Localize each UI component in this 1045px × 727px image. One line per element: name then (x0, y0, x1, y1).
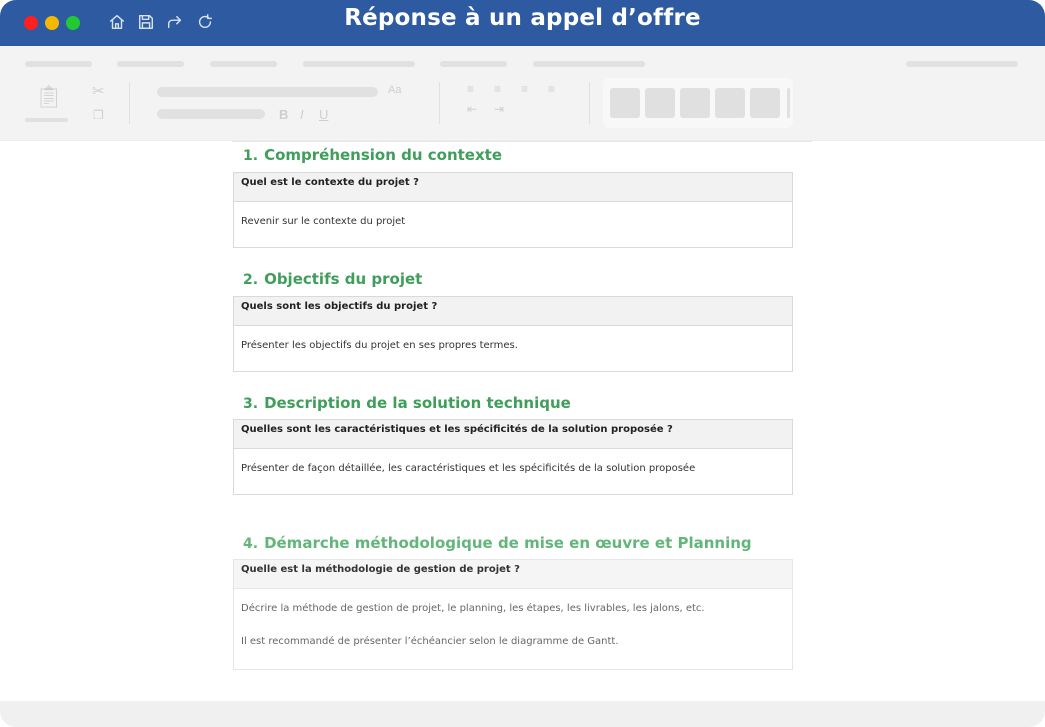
question-table-1 (233, 172, 793, 248)
styles-gallery (603, 78, 793, 128)
section-title: Démarche méthodologique de mise en œuvre et Planning (264, 534, 752, 552)
style-swatch[interactable] (610, 88, 640, 118)
style-swatch[interactable] (680, 88, 710, 118)
document-page (0, 141, 1045, 701)
answer-cell[interactable]: Décrire la méthode de gestion de projet, le planning, les étapes, les livrables, les jalons, etc. (241, 603, 705, 614)
justify-icon[interactable]: ≡ (548, 82, 556, 96)
align-center-icon[interactable]: ≡ (494, 82, 502, 96)
question-table-4 (233, 559, 793, 670)
italic-icon[interactable]: I (300, 107, 304, 122)
indent-icon[interactable]: ⇥ (494, 102, 505, 116)
underline-icon[interactable]: U (319, 107, 329, 122)
section-title: Compréhension du contexte (264, 146, 502, 164)
section-number: 1. (243, 148, 259, 164)
answer-cell[interactable]: Revenir sur le contexte du projet (241, 216, 406, 227)
status-bar (0, 701, 1045, 727)
ribbon-separator (129, 82, 130, 124)
ribbon-tab-placeholder[interactable] (440, 61, 507, 67)
question-cell: Quel est le contexte du projet ? (234, 173, 792, 202)
style-swatch[interactable] (787, 88, 790, 118)
section-number: 2. (243, 272, 259, 288)
answer-cell[interactable]: Présenter les objectifs du projet en ses propres termes. (241, 340, 518, 351)
section-title: Description de la solution technique (264, 394, 571, 412)
section-number: 4. (243, 536, 259, 552)
ribbon-tab-placeholder[interactable] (210, 61, 277, 67)
paste-label-placeholder (25, 118, 68, 122)
ribbon-separator (439, 82, 440, 124)
paste-icon[interactable]: 📋︎ (35, 84, 63, 109)
question-table-3 (233, 419, 793, 495)
question-cell: Quelle est la méthodologie de gestion de projet ? (234, 560, 792, 589)
section-heading-1 (243, 146, 502, 164)
answer-cell[interactable]: Il est recommandé de présenter l’échéancier selon le diagramme de Gantt. (241, 636, 619, 647)
bold-icon[interactable]: B (279, 107, 289, 122)
outdent-icon[interactable]: ⇤ (467, 102, 478, 116)
title-bar (0, 0, 1045, 46)
style-swatch[interactable] (715, 88, 745, 118)
section-heading-3 (243, 394, 571, 412)
align-right-icon[interactable]: ≡ (521, 82, 529, 96)
ribbon-tab-placeholder[interactable] (906, 61, 1018, 67)
section-number: 3. (243, 396, 259, 412)
style-swatch[interactable] (750, 88, 780, 118)
style-swatch[interactable] (645, 88, 675, 118)
answer-cell[interactable]: Présenter de façon détaillée, les caractéristiques et les spécificités de la solution proposée (241, 463, 696, 474)
section-heading-2 (243, 270, 422, 288)
cut-icon[interactable]: ✂ (92, 83, 105, 100)
font-size-select[interactable] (157, 109, 265, 119)
section-heading-4 (243, 534, 752, 552)
question-cell: Quels sont les objectifs du projet ? (234, 297, 792, 326)
ribbon-tab-placeholder[interactable] (25, 61, 92, 67)
question-table-2 (233, 296, 793, 372)
section-title: Objectifs du projet (264, 270, 423, 288)
copy-icon[interactable]: ❐ (93, 108, 104, 122)
window-title: Réponse à un appel d’offre (344, 5, 701, 31)
ribbon-tab-placeholder[interactable] (117, 61, 184, 67)
ribbon-toolbar (0, 46, 1045, 141)
ribbon-tab-placeholder[interactable] (303, 61, 415, 67)
ribbon-separator (589, 82, 590, 124)
ribbon-tab-placeholder[interactable] (533, 61, 645, 67)
font-size-icon[interactable]: Aa (388, 84, 402, 96)
font-family-select[interactable] (157, 87, 378, 97)
page-top-rule (232, 141, 812, 142)
question-cell: Quelles sont les caractéristiques et les spécificités de la solution proposée ? (234, 420, 792, 449)
align-left-icon[interactable]: ≡ (467, 82, 475, 96)
